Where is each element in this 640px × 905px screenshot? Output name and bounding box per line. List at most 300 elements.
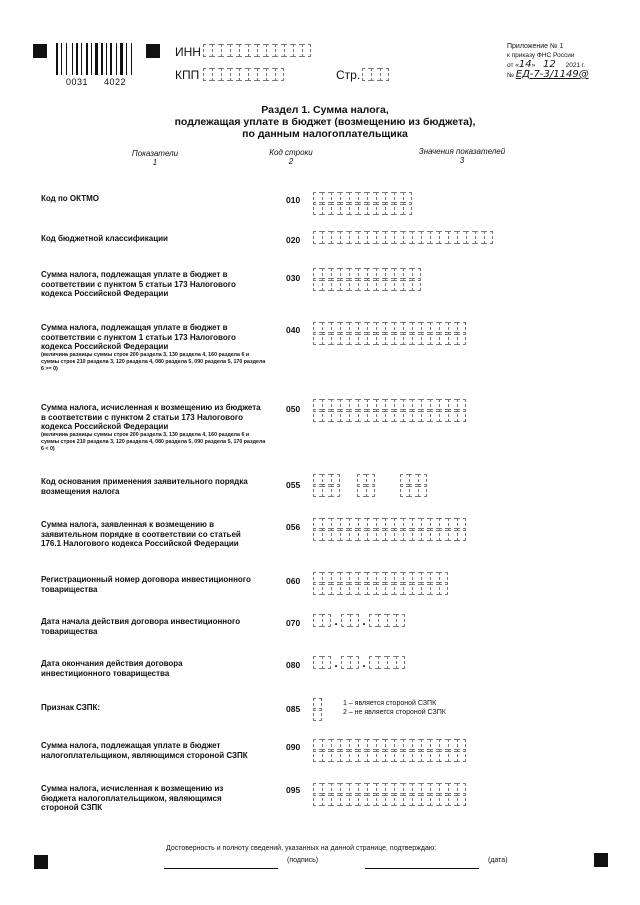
input-cell[interactable] (221, 44, 230, 57)
input-cell[interactable] (358, 231, 367, 244)
barcode-bar (101, 43, 103, 75)
input-cell[interactable] (430, 332, 439, 345)
input-cell[interactable] (331, 793, 340, 806)
input-cell[interactable] (475, 231, 484, 244)
input-cell[interactable] (331, 749, 340, 762)
input-cell[interactable] (369, 656, 378, 669)
input-cell[interactable] (376, 528, 385, 541)
input-cell[interactable] (376, 202, 385, 215)
kpp-field[interactable] (203, 68, 284, 81)
input-cell[interactable] (371, 68, 380, 81)
date-separator: . (334, 614, 338, 628)
input-cell[interactable] (358, 582, 367, 595)
input-cell[interactable] (239, 68, 248, 81)
input-cell[interactable] (331, 332, 340, 345)
input-cell[interactable] (394, 582, 403, 595)
input-cell[interactable] (412, 582, 421, 595)
input-cell[interactable] (349, 409, 358, 422)
input-cell[interactable] (448, 528, 457, 541)
input-cell[interactable] (457, 409, 466, 422)
input-cell[interactable] (340, 231, 349, 244)
input-cell[interactable] (412, 332, 421, 345)
column-header-values-label: Значения показателей (418, 147, 506, 156)
szpk-option-2: 2 – не является стороной СЗПК (343, 709, 446, 716)
input-cell[interactable] (358, 793, 367, 806)
date-part[interactable] (341, 656, 359, 670)
input-cell[interactable] (385, 582, 394, 595)
row-085-field-row2[interactable] (313, 708, 322, 721)
szpk-option-1: 1 – является стороной СЗПК (343, 700, 437, 707)
row-080-date-field[interactable] (313, 656, 405, 670)
input-cell[interactable] (466, 231, 475, 244)
input-cell[interactable] (376, 793, 385, 806)
section-title (150, 104, 500, 140)
row-030-field-row2[interactable] (313, 278, 421, 291)
barcode-number-right: 4022 (104, 77, 127, 87)
input-cell[interactable] (313, 708, 322, 721)
input-cell[interactable] (313, 528, 322, 541)
input-cell[interactable] (457, 231, 466, 244)
section-title-line-2: подлежащая уплате в бюджет (возмещению из бюджета), (174, 116, 476, 128)
input-cell[interactable] (366, 484, 375, 497)
barcode-bar (86, 43, 88, 75)
barcode (56, 43, 136, 75)
input-cell[interactable] (403, 582, 412, 595)
row-080-label: Дата окончания действия договора инвестиционного товарищества (41, 659, 183, 678)
input-cell[interactable] (357, 484, 366, 497)
input-cell[interactable] (313, 409, 322, 422)
input-cell[interactable] (203, 68, 212, 81)
section-title-line-3: по данным налогоплательщика (242, 128, 408, 140)
input-cell[interactable] (403, 528, 412, 541)
input-cell[interactable] (430, 793, 439, 806)
page-number-field[interactable] (362, 68, 389, 81)
barcode-number-left: 0031 (66, 77, 89, 87)
barcode-bar (61, 43, 62, 75)
input-cell[interactable] (367, 793, 376, 806)
input-cell[interactable] (430, 231, 439, 244)
input-cell[interactable] (369, 614, 378, 627)
barcode-bar (131, 43, 132, 75)
appendix-date-prefix: от « (507, 62, 519, 69)
row-085-label: Признак СЗПК: (41, 703, 101, 712)
input-cell[interactable] (385, 409, 394, 422)
barcode-bar (106, 43, 107, 75)
row-040-code: 040 (286, 325, 301, 335)
input-cell[interactable] (313, 332, 322, 345)
input-cell[interactable] (358, 278, 367, 291)
input-cell[interactable] (313, 793, 322, 806)
input-cell[interactable] (349, 749, 358, 762)
input-cell[interactable] (385, 231, 394, 244)
input-cell[interactable] (367, 202, 376, 215)
input-cell[interactable] (376, 749, 385, 762)
input-cell[interactable] (367, 231, 376, 244)
input-cell[interactable] (322, 202, 331, 215)
input-cell[interactable] (484, 231, 493, 244)
input-cell[interactable] (331, 528, 340, 541)
input-cell[interactable] (221, 68, 230, 81)
row-050-code: 050 (286, 404, 301, 414)
input-cell[interactable] (412, 749, 421, 762)
input-cell[interactable] (403, 749, 412, 762)
date-separator: . (362, 656, 366, 670)
input-cell[interactable] (387, 614, 396, 627)
input-cell[interactable] (457, 332, 466, 345)
input-cell[interactable] (322, 484, 331, 497)
input-cell[interactable] (230, 44, 239, 57)
input-cell[interactable] (313, 582, 322, 595)
input-cell[interactable] (385, 793, 394, 806)
barcode-bar (95, 43, 98, 75)
input-cell[interactable] (412, 231, 421, 244)
input-cell[interactable] (340, 793, 349, 806)
input-cell[interactable] (293, 44, 302, 57)
input-cell[interactable] (448, 409, 457, 422)
input-cell[interactable] (212, 68, 221, 81)
appendix-reference (507, 42, 589, 80)
input-cell[interactable] (394, 332, 403, 345)
appendix-line-2: к приказу ФНС России (507, 52, 575, 59)
row-070-date-field[interactable] (313, 614, 405, 628)
input-cell[interactable] (313, 231, 322, 244)
input-cell[interactable] (350, 614, 359, 627)
input-cell[interactable] (403, 278, 412, 291)
input-cell[interactable] (439, 582, 448, 595)
inn-label: ИНН (175, 45, 201, 59)
corner-marker-bottom-left (34, 855, 48, 869)
barcode-bar (91, 43, 92, 75)
input-cell[interactable] (331, 231, 340, 244)
input-cell[interactable] (349, 278, 358, 291)
row-040-label-text: Сумма налога, подлежащая уплате в бюджет в соответствии с пунктом 1 статьи 173 Налогового кодекса Российской Федерации (41, 323, 236, 351)
input-cell[interactable] (367, 278, 376, 291)
row-055-field-part2-row2[interactable] (357, 484, 375, 497)
input-cell[interactable] (362, 68, 371, 81)
barcode-bar (110, 43, 112, 75)
input-cell[interactable] (322, 278, 331, 291)
row-090-label: Сумма налога, подлежащая уплате в бюджет налогоплательщиком, являющимся стороной СЗПК (41, 741, 248, 760)
input-cell[interactable] (257, 44, 266, 57)
input-cell[interactable] (439, 409, 448, 422)
input-cell[interactable] (448, 332, 457, 345)
input-cell[interactable] (340, 202, 349, 215)
input-cell[interactable] (400, 484, 409, 497)
input-cell[interactable] (266, 68, 275, 81)
date-separator: . (362, 614, 366, 628)
appendix-line-1: Приложение № 1 (507, 43, 564, 50)
input-cell[interactable] (275, 44, 284, 57)
input-cell[interactable] (430, 528, 439, 541)
row-095-label: Сумма налога, исчисленная к возмещению из бюджета налогоплательщиком, являющимся стороной СЗПК (41, 784, 224, 812)
row-050-label-text: Сумма налога, исчисленная к возмещению из бюджета в соответствии с пунктом 2 статьи 173 Налогового кодекса Российской Федерации (41, 403, 261, 431)
input-cell[interactable] (412, 528, 421, 541)
input-cell[interactable] (322, 614, 331, 627)
input-cell[interactable] (376, 409, 385, 422)
input-cell[interactable] (378, 614, 387, 627)
input-cell[interactable] (322, 656, 331, 669)
barcode-bar (116, 43, 117, 75)
section-title-line-1: Раздел 1. Сумма налога, (261, 104, 389, 116)
row-055-field-part3-row2[interactable] (400, 484, 427, 497)
row-055-field-part1-row2[interactable] (313, 484, 340, 497)
input-cell[interactable] (248, 44, 257, 57)
input-cell[interactable] (350, 656, 359, 669)
input-cell[interactable] (418, 484, 427, 497)
input-cell[interactable] (394, 793, 403, 806)
input-cell[interactable] (457, 793, 466, 806)
input-cell[interactable] (349, 202, 358, 215)
date-part[interactable] (369, 656, 405, 670)
input-cell[interactable] (421, 582, 430, 595)
input-cell[interactable] (439, 528, 448, 541)
input-cell[interactable] (340, 278, 349, 291)
row-020-field[interactable] (313, 231, 493, 244)
barcode-bar (56, 43, 58, 75)
kpp-label: КПП (175, 68, 200, 82)
column-header-indicators-label: Показатели (131, 149, 179, 158)
column-header-line-code (256, 148, 326, 166)
input-cell[interactable] (439, 793, 448, 806)
input-cell[interactable] (421, 231, 430, 244)
input-cell[interactable] (394, 231, 403, 244)
row-020-code: 020 (286, 235, 301, 245)
row-060-code: 060 (286, 576, 301, 586)
row-050-field-row2[interactable] (313, 409, 466, 422)
szpk-options (343, 699, 446, 717)
row-056-code: 056 (286, 522, 301, 532)
input-cell[interactable] (409, 484, 418, 497)
row-060-field-row2[interactable] (313, 582, 448, 595)
page-label: Стр. (336, 68, 361, 82)
input-cell[interactable] (367, 582, 376, 595)
barcode-bar (120, 43, 123, 75)
barcode-bar (76, 43, 78, 75)
input-cell[interactable] (275, 68, 284, 81)
signature-label: (подпись) (287, 857, 319, 864)
row-040-field-row2[interactable] (313, 332, 466, 345)
input-cell[interactable] (313, 749, 322, 762)
appendix-date-month: 12 (543, 59, 556, 70)
input-cell[interactable] (403, 409, 412, 422)
row-030-label: Сумма налога, подлежащая уплате в бюджет в соответствии с пунктом 5 статьи 173 Налогового кодекса Российской Федерации (41, 270, 236, 298)
column-header-indicators-num: 1 (152, 158, 158, 167)
barcode-bar (66, 43, 67, 75)
input-cell[interactable] (430, 409, 439, 422)
input-cell[interactable] (376, 231, 385, 244)
corner-marker-top-mid (146, 44, 160, 58)
footer-statement: Достоверность и полноту сведений, указанных на данной странице, подтверждаю: (166, 845, 437, 852)
input-cell[interactable] (248, 68, 257, 81)
input-cell[interactable] (387, 656, 396, 669)
input-cell[interactable] (322, 231, 331, 244)
input-cell[interactable] (340, 749, 349, 762)
input-cell[interactable] (358, 528, 367, 541)
row-085-code: 085 (286, 704, 301, 714)
input-cell[interactable] (341, 614, 350, 627)
input-cell[interactable] (331, 409, 340, 422)
input-cell[interactable] (230, 68, 239, 81)
input-cell[interactable] (358, 332, 367, 345)
row-090-code: 090 (286, 742, 301, 752)
input-cell[interactable] (394, 749, 403, 762)
appendix-date-mid: » (531, 62, 536, 69)
input-cell[interactable] (367, 409, 376, 422)
input-cell[interactable] (421, 528, 430, 541)
column-header-indicators (110, 149, 200, 167)
input-cell[interactable] (322, 793, 331, 806)
input-cell[interactable] (313, 484, 322, 497)
input-cell[interactable] (340, 332, 349, 345)
input-cell[interactable] (349, 332, 358, 345)
corner-marker-bottom-right (594, 853, 608, 867)
input-cell[interactable] (349, 582, 358, 595)
appendix-number-prefix: № (507, 72, 514, 79)
input-cell[interactable] (331, 278, 340, 291)
input-cell[interactable] (394, 409, 403, 422)
row-055-label: Код основания применения заявительного порядка возмещения налога (41, 477, 248, 496)
input-cell[interactable] (378, 656, 387, 669)
input-cell[interactable] (412, 278, 421, 291)
input-cell[interactable] (358, 409, 367, 422)
date-part[interactable] (369, 614, 405, 628)
date-label: (дата) (488, 857, 508, 864)
row-056-field-row2[interactable] (313, 528, 466, 541)
barcode-bar (72, 43, 73, 75)
row-050-note: (величина разницы суммы строк 200 раздела 3, 130 раздела 4, 160 раздела 6 и суммы строк 210 раздела 3, 120 раздела 4, 080 раздела 5, 090 раздела 5, 170 раздела 6 < 0) (41, 431, 266, 452)
row-095-field-row2[interactable] (313, 793, 466, 806)
input-cell[interactable] (313, 278, 322, 291)
input-cell[interactable] (302, 44, 311, 57)
input-cell[interactable] (376, 278, 385, 291)
input-cell[interactable] (448, 749, 457, 762)
input-cell[interactable] (403, 332, 412, 345)
input-cell[interactable] (322, 528, 331, 541)
input-cell[interactable] (380, 68, 389, 81)
input-cell[interactable] (412, 409, 421, 422)
input-cell[interactable] (376, 582, 385, 595)
input-cell[interactable] (457, 749, 466, 762)
input-cell[interactable] (385, 528, 394, 541)
row-010-field-row2[interactable] (313, 202, 412, 215)
inn-field[interactable] (203, 44, 311, 57)
row-090-field-row2[interactable] (313, 749, 466, 762)
date-line (365, 868, 479, 869)
input-cell[interactable] (340, 582, 349, 595)
input-cell[interactable] (331, 582, 340, 595)
input-cell[interactable] (203, 44, 212, 57)
row-020-label: Код бюджетной классификации (41, 234, 168, 243)
input-cell[interactable] (412, 793, 421, 806)
input-cell[interactable] (349, 231, 358, 244)
input-cell[interactable] (403, 202, 412, 215)
appendix-date-day: 14 (518, 59, 532, 70)
row-060-label: Регистрационный номер договора инвестиционного товарищества (41, 575, 251, 594)
input-cell[interactable] (448, 231, 457, 244)
row-055-code: 055 (286, 480, 301, 490)
column-header-line-code-label: Код строки (269, 148, 313, 157)
input-cell[interactable] (439, 332, 448, 345)
column-header-values (402, 147, 522, 165)
row-010-code: 010 (286, 195, 301, 205)
input-cell[interactable] (340, 409, 349, 422)
input-cell[interactable] (313, 202, 322, 215)
input-cell[interactable] (266, 44, 275, 57)
date-part[interactable] (341, 614, 359, 628)
input-cell[interactable] (367, 332, 376, 345)
input-cell[interactable] (439, 749, 448, 762)
date-part[interactable] (313, 656, 331, 670)
input-cell[interactable] (396, 656, 405, 669)
column-header-values-num: 3 (459, 156, 465, 165)
barcode-bar (126, 43, 127, 75)
input-cell[interactable] (376, 332, 385, 345)
input-cell[interactable] (331, 202, 340, 215)
input-cell[interactable] (322, 582, 331, 595)
input-cell[interactable] (284, 44, 293, 57)
input-cell[interactable] (403, 231, 412, 244)
date-separator: . (334, 656, 338, 670)
input-cell[interactable] (358, 749, 367, 762)
input-cell[interactable] (403, 793, 412, 806)
input-cell[interactable] (394, 202, 403, 215)
input-cell[interactable] (421, 332, 430, 345)
input-cell[interactable] (313, 656, 322, 669)
input-cell[interactable] (394, 278, 403, 291)
input-cell[interactable] (421, 793, 430, 806)
row-070-code: 070 (286, 618, 301, 628)
row-010-label: Код по ОКТМО (41, 194, 99, 203)
input-cell[interactable] (322, 409, 331, 422)
input-cell[interactable] (385, 202, 394, 215)
input-cell[interactable] (349, 793, 358, 806)
signature-line (164, 868, 278, 869)
input-cell[interactable] (313, 614, 322, 627)
input-cell[interactable] (340, 528, 349, 541)
input-cell[interactable] (421, 749, 430, 762)
input-cell[interactable] (322, 332, 331, 345)
input-cell[interactable] (367, 749, 376, 762)
input-cell[interactable] (396, 614, 405, 627)
input-cell[interactable] (430, 582, 439, 595)
input-cell[interactable] (421, 409, 430, 422)
appendix-date-year: 2021 г. (565, 62, 586, 69)
input-cell[interactable] (239, 44, 248, 57)
input-cell[interactable] (367, 528, 376, 541)
date-part[interactable] (313, 614, 331, 628)
input-cell[interactable] (322, 749, 331, 762)
input-cell[interactable] (358, 202, 367, 215)
input-cell[interactable] (257, 68, 266, 81)
input-cell[interactable] (385, 749, 394, 762)
input-cell[interactable] (439, 231, 448, 244)
input-cell[interactable] (448, 793, 457, 806)
input-cell[interactable] (349, 528, 358, 541)
row-040-label (41, 323, 266, 373)
row-080-code: 080 (286, 660, 301, 670)
input-cell[interactable] (457, 528, 466, 541)
input-cell[interactable] (385, 332, 394, 345)
input-cell[interactable] (385, 278, 394, 291)
input-cell[interactable] (212, 44, 221, 57)
input-cell[interactable] (430, 749, 439, 762)
input-cell[interactable] (394, 528, 403, 541)
row-050-label (41, 403, 266, 453)
barcode-bar (81, 43, 82, 75)
input-cell[interactable] (341, 656, 350, 669)
row-030-code: 030 (286, 273, 301, 283)
input-cell[interactable] (331, 484, 340, 497)
